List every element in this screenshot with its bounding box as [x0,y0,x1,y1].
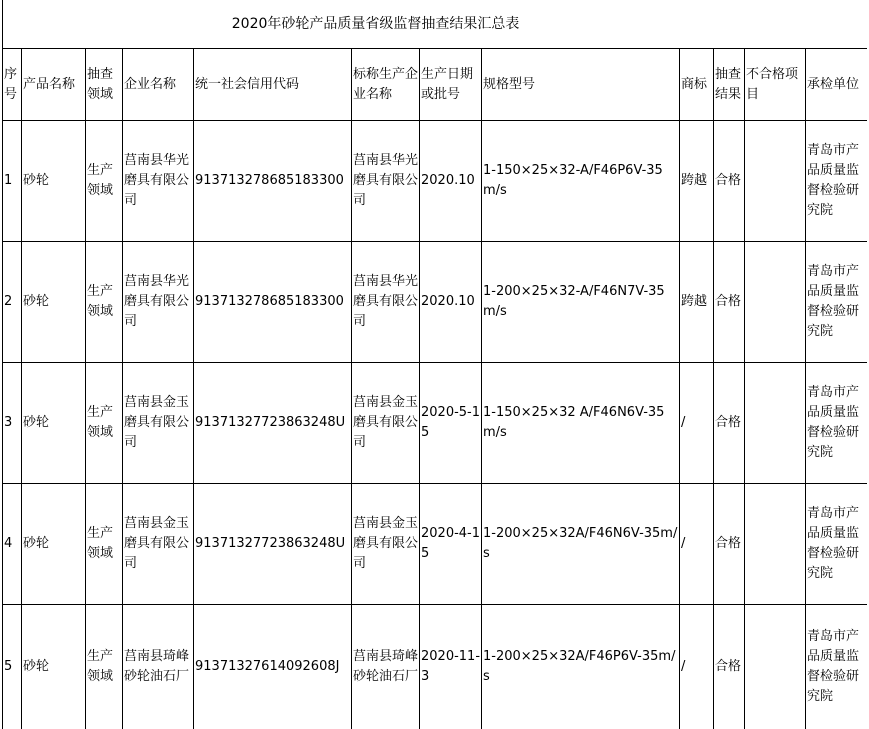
spreadsheet-sheet [2,0,867,729]
cell-failed-items [745,121,806,242]
header-specification: 规格型号 [482,49,680,121]
cell-failed-items [745,605,806,729]
cell-sampling-field: 生产领域 [86,242,123,363]
cell-product-name: 砂轮 [22,121,86,242]
table-title: 2020年砂轮产品质量省级监督抽查结果汇总表 [3,0,868,49]
cell-credit-code: 91371327868518330​0 [194,242,352,363]
header-sampling-field: 抽查领域 [86,49,123,121]
cell-sampling-field: 生产领域 [86,605,123,729]
table-row [3,242,868,363]
cell-result: 合格 [714,605,745,729]
cell-seq: 3 [3,363,22,484]
title-row [3,0,868,49]
header-seq: 序号 [3,49,22,121]
cell-inspection-unit: 青岛市产品质量监督检验研究院 [806,121,868,242]
cell-nominal-manufacturer: 莒南县琦峰砂轮油石厂 [352,605,420,729]
cell-nominal-manufacturer: 莒南县金玉磨具有限公司 [352,484,420,605]
cell-product-name: 砂轮 [22,242,86,363]
table-row [3,121,868,242]
cell-specification: 1-150×25×32-A/F46P6V-35m/s [482,121,680,242]
cell-specification: 1-200×25×32A/F46N6V-35m/s [482,484,680,605]
cell-sampling-field: 生产领域 [86,363,123,484]
header-production-date: 生产日期或批号 [420,49,482,121]
cell-credit-code: 91371327614092608J [194,605,352,729]
cell-production-date: 2020-11-3 [420,605,482,729]
header-failed-items: 不合格项目 [745,49,806,121]
cell-company-name: 莒南县华光磨具有限公司 [123,121,194,242]
cell-trademark: / [680,605,714,729]
cell-sampling-field: 生产领域 [86,121,123,242]
cell-trademark: / [680,363,714,484]
cell-inspection-unit: 青岛市产品质量监督检验研究院 [806,605,868,729]
cell-trademark: 跨越 [680,242,714,363]
cell-production-date: 2020.10 [420,121,482,242]
cell-product-name: 砂轮 [22,363,86,484]
cell-product-name: 砂轮 [22,605,86,729]
cell-seq: 5 [3,605,22,729]
header-product-name: 产品名称 [22,49,86,121]
cell-failed-items [745,363,806,484]
cell-credit-code: 91371327868518330​0 [194,121,352,242]
cell-result: 合格 [714,121,745,242]
cell-result: 合格 [714,242,745,363]
cell-production-date: 2020-4-15 [420,484,482,605]
header-row [3,49,868,121]
cell-seq: 1 [3,121,22,242]
header-nominal-manufacturer: 标称生产企业名称 [352,49,420,121]
cell-failed-items [745,484,806,605]
header-inspection-unit: 承检单位 [806,49,868,121]
cell-nominal-manufacturer: 莒南县华光磨具有限公司 [352,242,420,363]
cell-seq: 4 [3,484,22,605]
header-company-name: 企业名称 [123,49,194,121]
cell-specification: 1-200×25×32-A/F46N7V-35m/s [482,242,680,363]
cell-result: 合格 [714,484,745,605]
table-row [3,363,868,484]
cell-specification: 1-150×25×32 A/F46N6V-35m/s [482,363,680,484]
results-table [2,0,867,729]
cell-credit-code: 91371327723863248U [194,484,352,605]
cell-specification: 1-200×25×32A/F46P6V-35m/s [482,605,680,729]
cell-company-name: 莒南县金玉磨具有限公司 [123,484,194,605]
cell-credit-code: 91371327723863248U [194,363,352,484]
cell-inspection-unit: 青岛市产品质量监督检验研究院 [806,484,868,605]
cell-sampling-field: 生产领域 [86,484,123,605]
table-row [3,484,868,605]
cell-trademark: 跨越 [680,121,714,242]
cell-result: 合格 [714,363,745,484]
table-row [3,605,868,729]
cell-trademark: / [680,484,714,605]
header-trademark: 商标 [680,49,714,121]
cell-company-name: 莒南县琦峰砂轮油石厂 [123,605,194,729]
cell-company-name: 莒南县金玉磨具有限公司 [123,363,194,484]
cell-failed-items [745,242,806,363]
cell-inspection-unit: 青岛市产品质量监督检验研究院 [806,363,868,484]
header-result: 抽查结果 [714,49,745,121]
cell-production-date: 2020-5-15 [420,363,482,484]
cell-nominal-manufacturer: 莒南县华光磨具有限公司 [352,121,420,242]
cell-company-name: 莒南县华光磨具有限公司 [123,242,194,363]
cell-seq: 2 [3,242,22,363]
cell-nominal-manufacturer: 莒南县金玉磨具有限公司 [352,363,420,484]
header-credit-code: 统一社会信用代码 [194,49,352,121]
cell-production-date: 2020.10 [420,242,482,363]
cell-product-name: 砂轮 [22,484,86,605]
cell-inspection-unit: 青岛市产品质量监督检验研究院 [806,242,868,363]
